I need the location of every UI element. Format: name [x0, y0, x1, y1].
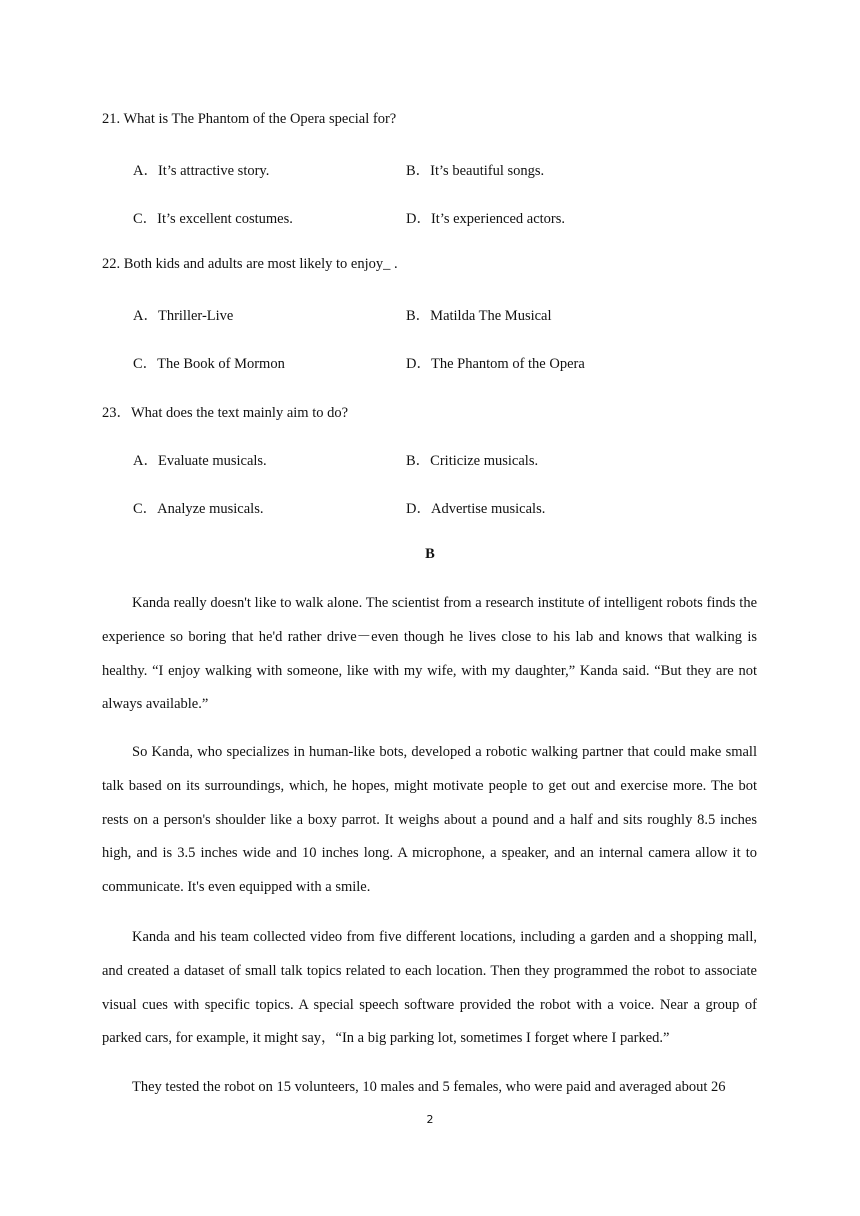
question-22-option-b: B．Matilda The Musical [406, 308, 552, 324]
question-21-option-a: A．It’s attractive story. [133, 163, 270, 179]
question-22-option-c: C．The Book of Mormon [133, 356, 285, 372]
passage-paragraph-1: Kanda really doesn't like to walk alone. The scientist from a research institute of intelligent robots finds the experience so boring that he'd rather drive－even though he lives close to his lab and knows that walking is healthy. “I enjoy walking with someone, like with my wife, with my daughter,” Kanda said. “But they are not always available.” [102, 595, 757, 713]
question-23-option-d: D．Advertise musicals. [406, 501, 546, 517]
question-22-option-d: D．The Phantom of the Opera [406, 356, 585, 372]
question-22-stem: 22. Both kids and adults are most likely to enjoy_ . [102, 256, 398, 272]
page-number: 2 [426, 1113, 434, 1126]
passage-paragraph-4: They tested the robot on 15 volunteers, 10 males and 5 females, who were paid and averaged about 26 [132, 1079, 726, 1095]
section-title: B [425, 546, 435, 562]
question-23-option-b: B．Criticize musicals. [406, 453, 539, 469]
question-21-option-b: B．It’s beautiful songs. [406, 163, 545, 179]
question-23-option-a: A．Evaluate musicals. [133, 453, 267, 469]
passage-paragraph-3: Kanda and his team collected video from five different locations, including a garden and a shopping mall, and created a dataset of small talk topics related to each location. Then they programmed the robot to associate visual cues with specific topics. A special speech software provided the robot with a voice. Near a group of parked cars, for example, it might say，“In a big parking lot, sometimes I forget where I parked.” [102, 929, 757, 1047]
question-22-option-a: A．Thriller-Live [133, 308, 234, 324]
question-21-option-c: C．It’s excellent costumes. [133, 211, 293, 227]
question-23-stem: 23．What does the text mainly aim to do? [102, 405, 349, 421]
question-21-option-d: D．It’s experienced actors. [406, 211, 566, 227]
passage-paragraph-2: So Kanda, who specializes in human-like bots, developed a robotic walking partner that could make small talk based on its surroundings, which, he hopes, might motivate people to get out and exercise more. The bot rests on a person's shoulder like a boxy parrot. It weighs about a pound and a half and sits roughly 8.5 inches high, and is 3.5 inches wide and 10 inches long. A microphone, a speaker, and an internal camera allow it to communicate. It's even equipped with a smile. [102, 744, 757, 896]
question-21-stem: 21. What is The Phantom of the Opera special for? [102, 111, 397, 127]
question-23-option-c: C．Analyze musicals. [133, 501, 264, 517]
